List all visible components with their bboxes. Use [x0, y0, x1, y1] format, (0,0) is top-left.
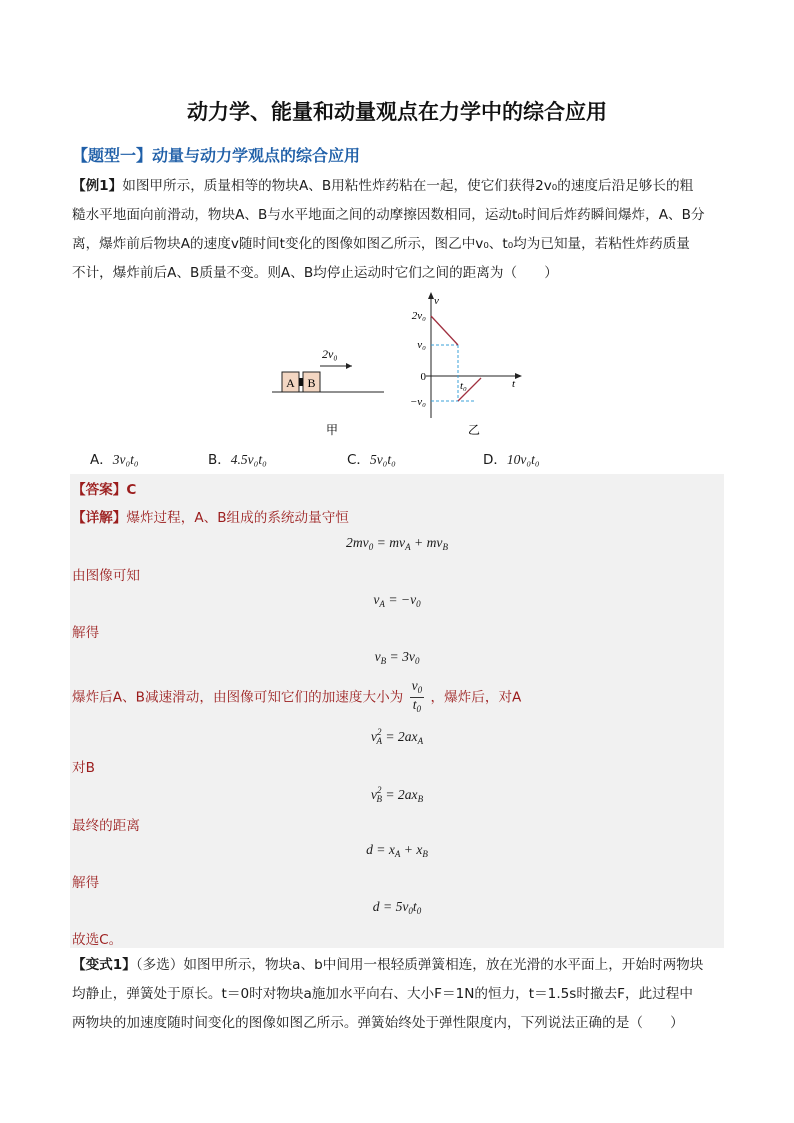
example-line-1: 【例1】如图甲所示，质量相等的物块A、B用粘性炸药粘在一起，使它们获得2v₀的速度后沿足够长的粗 — [72, 178, 694, 194]
tick-neg-v0: −v₀ — [409, 396, 426, 408]
answer-line: 【答案】C — [72, 482, 137, 498]
variant-line-2: 均静止，弹簧处于原长。t＝0时对物块a施加水平向右、大小F＝1N的恒力，t＝1.5s时撤去F，此过程中 — [72, 986, 693, 1002]
speed-label: 2v₀ — [322, 347, 338, 361]
equation-2: $v_A = -v_0$ — [373, 592, 421, 609]
text-solve-2: 解得 — [72, 875, 100, 891]
text-final-distance: 最终的距离 — [72, 818, 140, 834]
detail-line: 【详解】爆炸过程，A、B组成的系统动量守恒 — [72, 510, 349, 526]
tick-2v0: 2v₀ — [411, 310, 426, 322]
figure-jia — [272, 347, 384, 437]
variant-question — [72, 951, 724, 1038]
example-line-3: 离，爆炸前后物块A的速度v随时间t变化的图像如图乙所示，图乙中v₀、t₀均为已知量，若粘性炸药质量 — [72, 236, 690, 252]
equation-4: $v^2_A = 2ax_A$ — [370, 727, 424, 746]
block-b-label: B — [307, 376, 316, 390]
equation-7: $d = 5v_0t_0$ — [372, 899, 422, 916]
option-b: B．4.5v₀t₀ — [208, 452, 267, 468]
text-choose: 故选C。 — [72, 932, 123, 948]
text-deceleration: 爆炸后A、B减速滑动，由图像可知它们的加速度大小为 $\frac{v_0}{t_0}$ ，爆炸后，对A — [72, 678, 522, 714]
caption-yi: 乙 — [467, 423, 481, 437]
example-line-4: 不计，爆炸前后A、B质量不变。则A、B均停止运动时它们之间的距离为（ ） — [72, 265, 558, 281]
text-for-b: 对B — [72, 760, 95, 776]
example-figure — [262, 288, 522, 446]
page-title: 动力学、能量和动量观点在力学中的综合应用 — [187, 100, 607, 124]
equation-6: $d = x_A + x_B$ — [366, 842, 428, 859]
option-c: C．5v₀t₀ — [347, 452, 396, 468]
equation-5: $v^2_B = 2ax_B$ — [370, 785, 424, 804]
block-a-label: A — [286, 376, 295, 390]
variant-tag: 【变式1】 — [72, 957, 136, 973]
example-line-2: 糙水平地面向前滑动，物块A、B与水平地面之间的动摩擦因数相同，运动t₀时间后炸药瞬间爆炸，A、B分 — [72, 207, 705, 223]
v-axis-label: v — [434, 295, 439, 307]
example-tag: 【例1】 — [72, 178, 123, 194]
velocity-arrow — [346, 363, 352, 369]
line-before-explosion — [431, 316, 458, 345]
answer-options — [90, 448, 730, 470]
caption-jia: 甲 — [325, 423, 339, 437]
tick-t0: t₀ — [460, 380, 467, 392]
tick-0: 0 — [420, 371, 426, 383]
option-d: D．10v₀t₀ — [483, 452, 540, 468]
variant-line-3: 两物块的加速度随时间变化的图像如图乙所示。弹簧始终处于弹性限度内，下列说法正确的是（ ） — [72, 1015, 684, 1031]
option-a: A．3v₀t₀ — [90, 452, 139, 468]
fraction-v0-t0: $\frac{v_0}{t_0}$ — [411, 678, 423, 714]
variant-line-1: 【变式1】（多选）如图甲所示，物块a、b中间用一根轻质弹簧相连，放在光滑的水平面上，开始时两物块 — [72, 957, 704, 973]
example-question — [72, 172, 724, 288]
text-from-graph: 由图像可知 — [72, 568, 140, 584]
section-heading: 【题型一】动量与动力学观点的综合应用 — [72, 146, 361, 165]
tick-v0: v₀ — [417, 339, 426, 351]
explosive-marker — [299, 378, 303, 386]
equation-3: $v_B = 3v_0$ — [374, 649, 420, 666]
figure-yi — [410, 292, 522, 437]
t-axis-label: t — [512, 378, 516, 390]
text-solve-1: 解得 — [72, 625, 100, 641]
equation-1: $2mv_0 = mv_A + mv_B$ — [346, 535, 448, 552]
